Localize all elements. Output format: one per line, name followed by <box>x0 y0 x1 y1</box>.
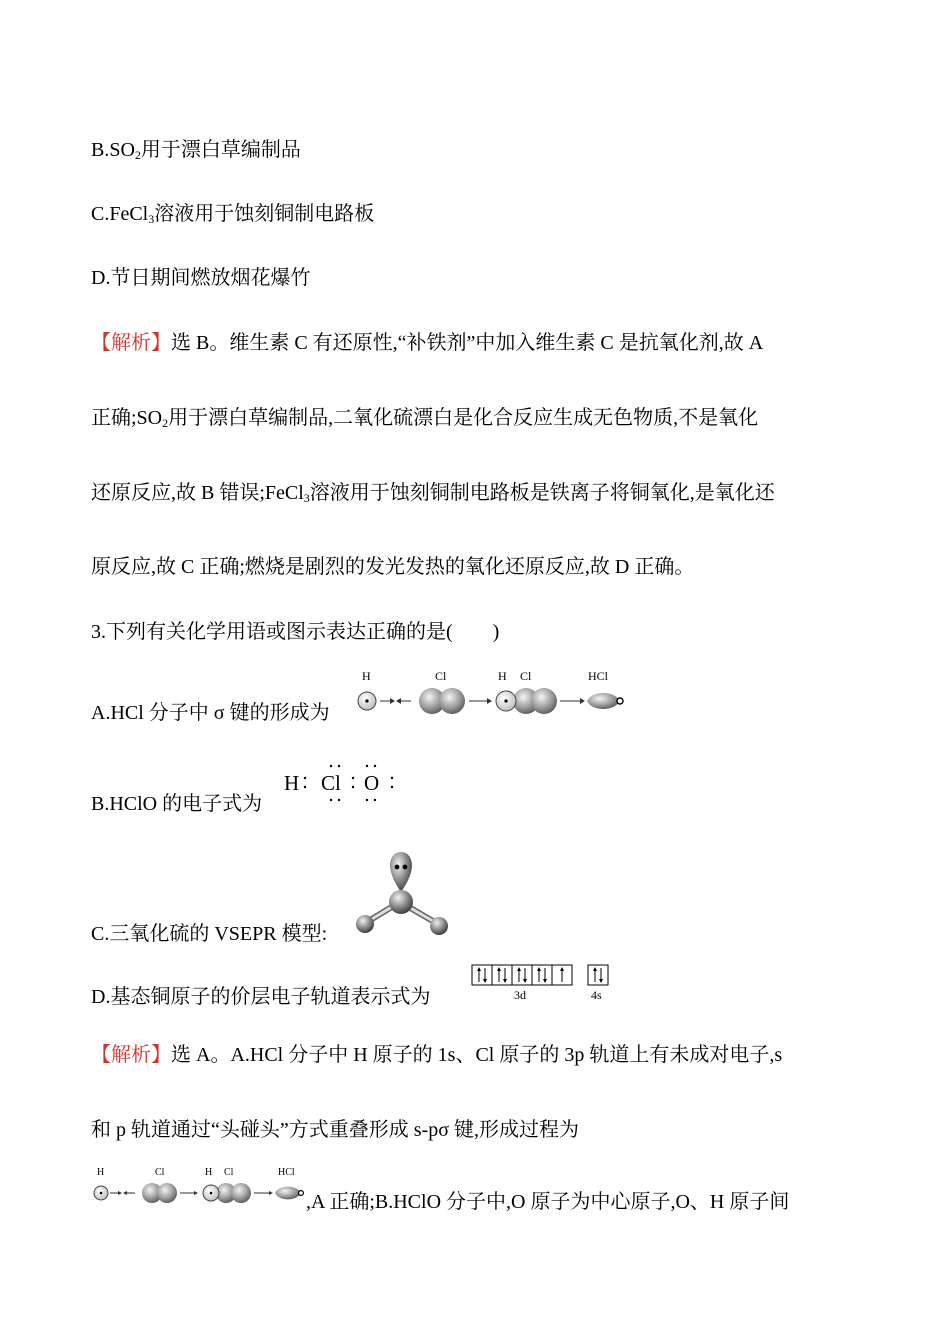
analysis-q2-line-3: 还原反应,故 B 错误;FeCl$_3$溶液用于蚀刻铜制电路板是铁离子将铜氧化,是氧化还 <box>91 482 775 505</box>
analysis-q2-line-1: 【解析】选 B。维生素 C 有还原性,“补铁剂”中加入维生素 C 是抗氧化剂,故 A <box>91 332 764 354</box>
analysis-q3-line-3: ,A 正确;B.HClO 分子中,O 原子为中心原子,O、H 原子间 <box>306 1191 790 1213</box>
e-h: H <box>284 771 300 795</box>
q3-option-c: C.三氧化硫的 VSEPR 模型: <box>91 923 328 945</box>
e-o: O <box>364 771 380 795</box>
analysis-tag: 【解析】 <box>91 332 171 354</box>
analysis-q3-line-2: 和 p 轨道通过“头碰头”方式重叠形成 s-pσ 键,形成过程为 <box>91 1119 579 1141</box>
central-atom-icon <box>389 890 413 914</box>
small-label-hcl: HCl <box>278 1167 295 1178</box>
label-cl: Cl <box>435 669 447 683</box>
option-b: $B.SO_2$用于漂白草编制品 <box>91 139 301 162</box>
label-cl-2: Cl <box>520 669 532 683</box>
so3-vsepr-model-icon <box>350 850 460 940</box>
sigma-bond-figure <box>355 666 635 722</box>
small-label-cl-2: Cl <box>224 1167 234 1178</box>
q3-option-a: A.HCl 分子中 σ 键的形成为 <box>91 702 330 724</box>
option-c: C.FeCl$_3$溶液用于蚀刻铜制电路板 <box>91 203 375 226</box>
small-label-h-2: H <box>205 1167 213 1178</box>
small-label-cl: Cl <box>155 1167 165 1178</box>
q3-option-b: B.HClO 的电子式为 <box>91 793 263 815</box>
lone-pair-icon <box>390 852 412 892</box>
e-cl: Cl <box>321 771 341 795</box>
analysis-q3-line-1: 【解析】选 A。A.HCl 分子中 H 原子的 1s、Cl 原子的 3p 轨道上有未成对电子,s <box>91 1044 783 1066</box>
analysis-q2-line-2: 正确$;SO_2$用于漂白草编制品,二氧化硫漂白是化合反应生成无色物质,不是氧化 <box>91 407 759 430</box>
analysis-q2-line-4: 原反应,故 C 正确;燃烧是剧烈的发光发热的氧化还原反应,故 D 正确。 <box>91 556 695 578</box>
label-hcl: HCl <box>588 669 609 683</box>
label-3d: 3d <box>514 988 526 1002</box>
q3-stem: 3.下列有关化学用语或图示表达正确的是( ) <box>91 621 500 643</box>
cl-orbital-right-icon <box>439 688 465 714</box>
hcl-molecule-icon <box>587 693 619 709</box>
q3-option-d: D.基态铜原子的价层电子轨道表示式为 <box>91 986 431 1008</box>
hclo-electron-formula <box>282 760 402 806</box>
label-h-2: H <box>498 669 507 683</box>
label-4s: 4s <box>591 988 602 1002</box>
analysis-tag-q3: 【解析】 <box>91 1044 171 1066</box>
cu-orbital-diagram <box>470 962 615 1004</box>
small-label-h: H <box>97 1167 105 1178</box>
sigma-bond-figure-small <box>91 1164 306 1208</box>
label-h: H <box>362 669 371 683</box>
option-d: D.节日期间燃放烟花爆竹 <box>91 267 311 289</box>
